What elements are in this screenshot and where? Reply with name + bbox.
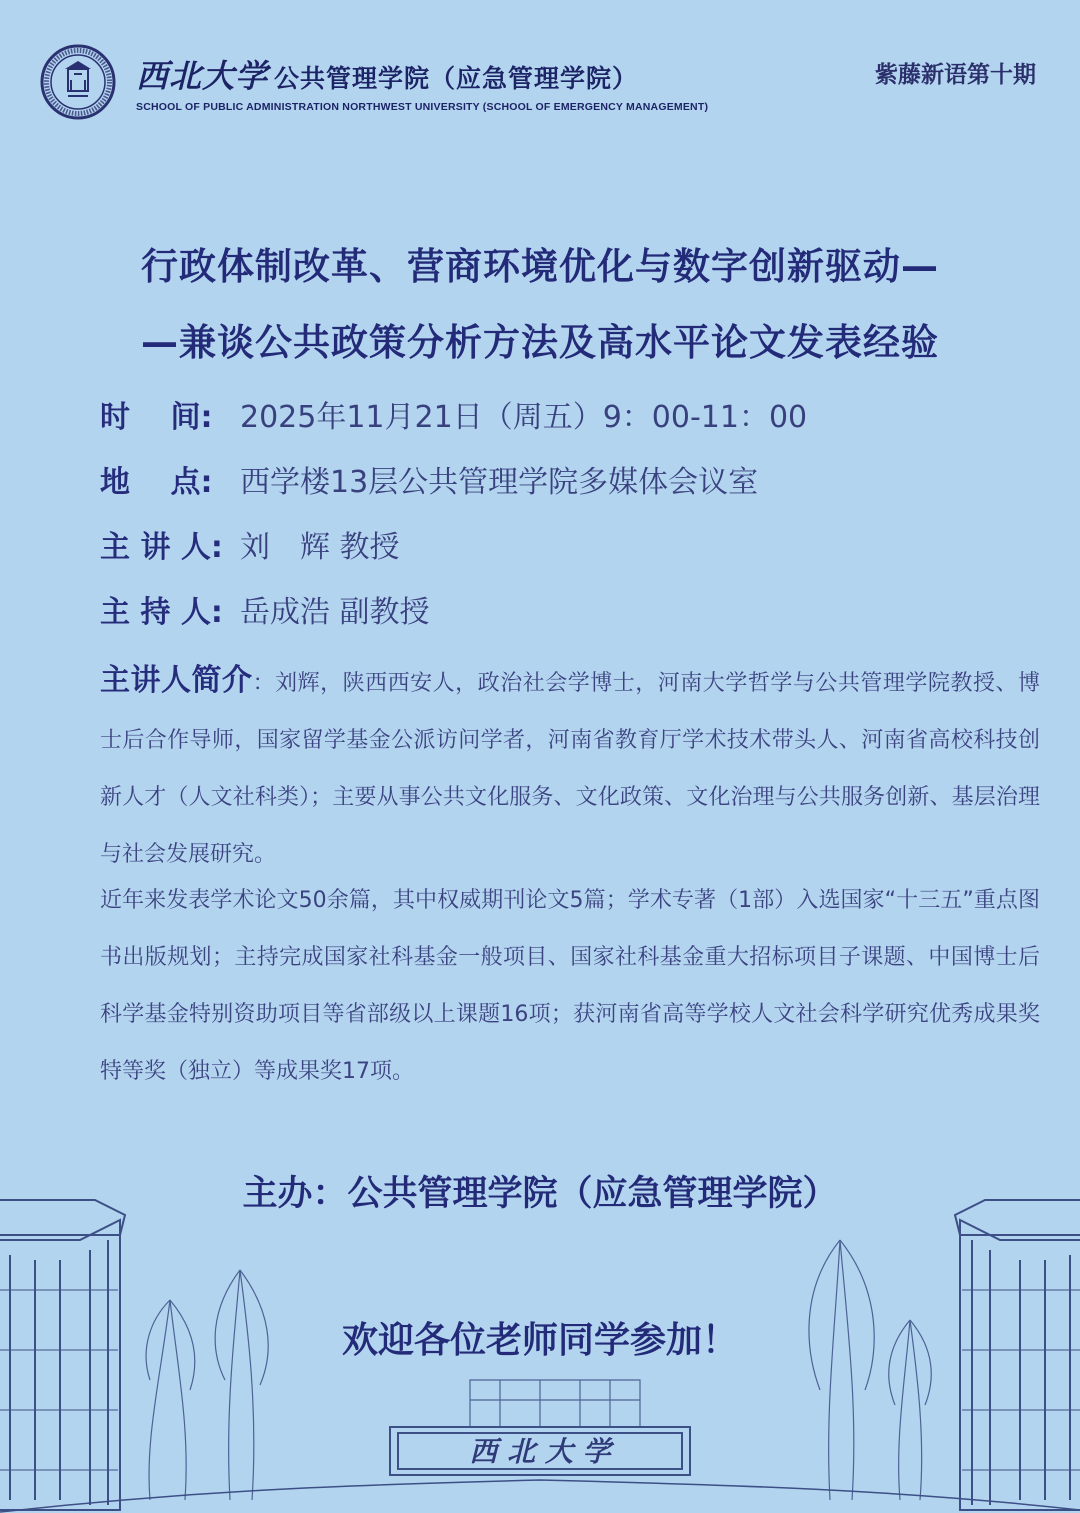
speaker-bio-text-1: ：刘辉，陕西西安人，政治社会学博士，河南大学哲学与公共管理学院教授、博士后合作导师，国家留学基金公派访问学者，河南省教育厅学术技术带头人、河南省高校科技创新人才（人文社科类）；主要从事公共文化服务、文化政策、文化治理与公共服务创新、基层治理与社会发展研究。	[100, 671, 1040, 867]
speaker-row	[100, 522, 400, 566]
speaker-bio-paragraph-1	[100, 652, 1040, 883]
place-label: 地 点:	[100, 465, 213, 500]
host-label: 主 持 人:	[100, 595, 223, 630]
speaker-value: 刘 辉 教授	[240, 530, 400, 565]
lecture-title-line-1: 行政体制改革、营商环境优化与数字创新驱动—	[141, 245, 939, 288]
time-label: 时 间:	[100, 400, 213, 435]
school-name-english: SCHOOL OF PUBLIC ADMINISTRATION NORTHWEST UNIVERSITY (SCHOOL OF EMERGENCY MANAGEMENT)	[136, 101, 709, 113]
time-value: 2025年11月21日（周五）9：00-11：00	[240, 400, 808, 435]
host-row	[100, 587, 430, 631]
place-row	[100, 457, 758, 501]
time-row	[100, 392, 807, 436]
lecture-title-line-2: —兼谈公共政策分析方法及高水平论文发表经验	[141, 321, 939, 364]
speaker-bio-label: 主讲人简介	[100, 663, 253, 698]
issue-label: 紫藤新语第十期	[875, 62, 1036, 88]
welcome-text: 欢迎各位老师同学参加！	[341, 1320, 738, 1361]
gate-plaque-text: 西 北 大 学	[469, 1435, 611, 1468]
host-value: 岳成浩 副教授	[240, 595, 430, 630]
university-name: 西北大学	[136, 57, 269, 95]
speaker-bio-paragraph-2: 近年来发表学术论文50余篇，其中权威期刊论文5篇；学术专著（1部）入选国家“十三五”重点图书出版规划；主持完成国家社科基金一般项目、国家社科基金重大招标项目子课题、中国博士后科学基金特别资助项目等省部级以上课题16项；获河南省高等学校人文社会科学研究优秀成果奖特等奖（独立）等成果奖17项。	[100, 888, 1040, 1084]
university-seal-icon	[40, 44, 116, 120]
organizer-text: 主办：公共管理学院（应急管理学院）	[242, 1174, 838, 1214]
school-logo	[40, 44, 708, 120]
school-name: 公共管理学院（应急管理学院）	[274, 64, 639, 93]
gate-plaque	[390, 1427, 690, 1475]
place-value: 西学楼13层公共管理学院多媒体会议室	[240, 465, 759, 500]
speaker-label: 主 讲 人:	[100, 530, 223, 565]
